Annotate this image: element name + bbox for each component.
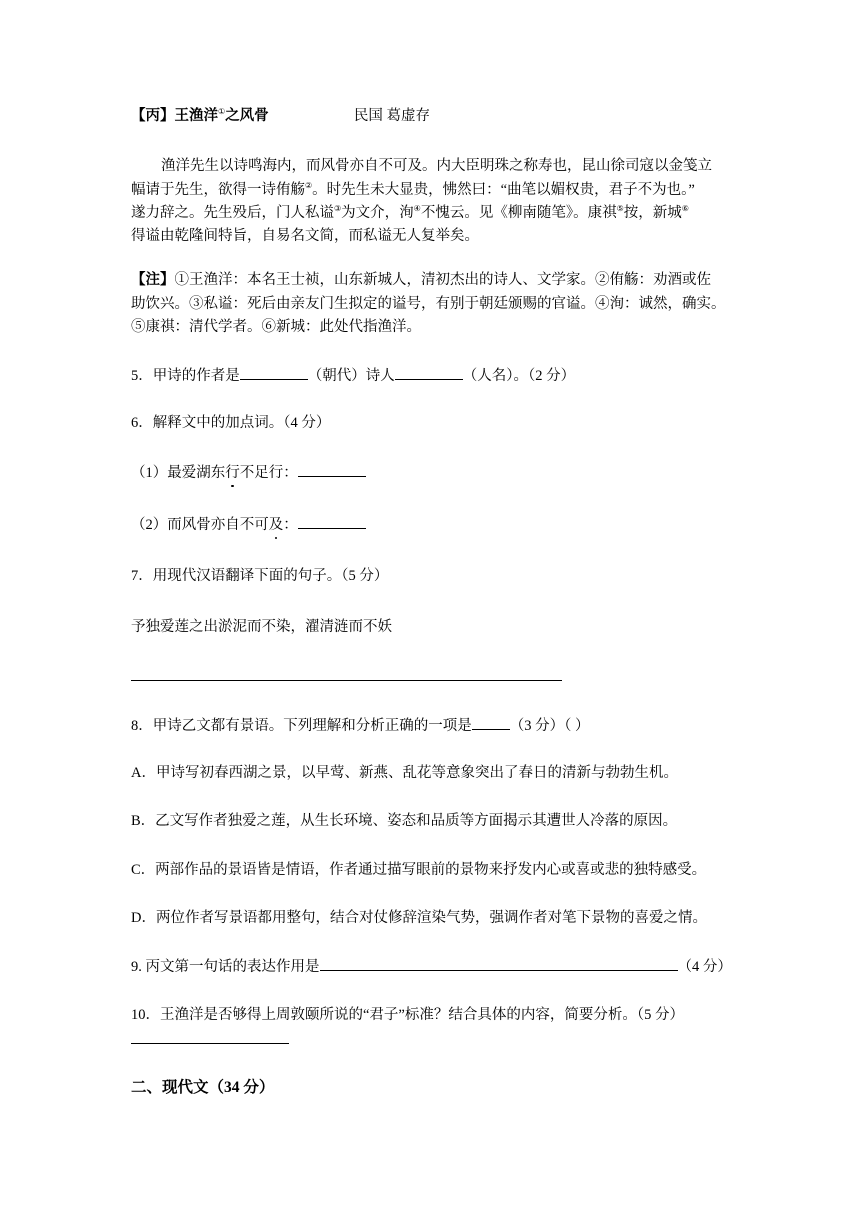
question-5: 5．甲诗的作者是 （朝代）诗人 （人名）。（2 分） — [131, 365, 575, 386]
option-b[interactable]: B．乙文写作者独爱之莲，从生长环境、姿态和品质等方面揭示其遭世人冷落的原因。 — [131, 813, 678, 829]
passage-line-4: 得谥由乾隆间特旨，自易名文简，而私谥无人复举矣。 — [131, 228, 479, 244]
dotted-word-xing: 行 — [225, 465, 240, 481]
answer-blank-dynasty[interactable] — [240, 365, 308, 380]
question-9: 9. 丙文第一句话的表达作用是 （4 分） — [131, 956, 732, 977]
passage-line-2: 幅请于先生，欲得一诗侑觞②。时先生未大显贵，怫然曰：“曲笔以媚权贵，君子不为也。” — [131, 181, 695, 198]
question-6-item-2: （2）而风骨亦自不可及： — [131, 514, 366, 535]
answer-line-10[interactable] — [131, 1043, 289, 1044]
heading-title-suffix: 之风骨 — [225, 108, 269, 124]
option-d[interactable]: D．两位作者写景语都用整句，结合对仗修辞渲染气势，强调作者对笔下景物的喜爱之情。 — [131, 910, 707, 926]
question-7: 7．用现代汉语翻译下面的句子。（5 分） — [131, 568, 389, 584]
option-a[interactable]: A．甲诗写初春西湖之景，以早莺、新燕、乱花等意象突出了春日的清新与勃勃生机。 — [131, 765, 678, 781]
notes-line-3: ⑤康祺：清代学者。⑥新城：此处代指渔洋。 — [131, 319, 421, 335]
notes-line-1: 【注】①王渔洋：本名王士祯，山东新城人，清初杰出的诗人、文学家。②侑觞：劝酒或佐 — [131, 272, 711, 288]
question-8: 8．甲诗乙文都有景语。下列理解和分析正确的一项是 （3 分）（ ） — [131, 715, 590, 736]
passage-heading — [131, 106, 430, 126]
question-10: 10．王渔洋是否够得上周敦颐所说的“君子”标准？结合具体的内容，简要分析。（5 分） — [131, 1007, 684, 1023]
notes-line-2: 助饮兴。③私谥：死后由亲友门生拟定的谥号，有别于朝廷颁赐的官谥。④洵：诚然，确实。 — [131, 296, 726, 312]
answer-blank-poet[interactable] — [395, 365, 463, 380]
passage-line-3: 遂力辞之。先生殁后，门人私谥③为文介，洵④不愧云。见《柳南随笔》。康祺⑤按，新城⑥ — [131, 204, 689, 221]
option-c[interactable]: C．两部作品的景语皆是情语，作者通过描写眼前的景物来抒发内心或喜或悲的独特感受。 — [131, 862, 707, 878]
question-6: 6．解释文中的加点词。（4 分） — [131, 415, 331, 431]
notes-label: 【注】 — [131, 272, 175, 288]
question-6-item-1: （1）最爱湖东行不足行： — [131, 462, 366, 483]
answer-blank-6-2[interactable] — [298, 514, 366, 529]
answer-blank-9[interactable] — [320, 956, 678, 971]
question-7-sentence: 予独爱莲之出淤泥而不染，濯清涟而不妖 — [131, 619, 392, 635]
section-2-title: 二、现代文（34 分） — [131, 1079, 275, 1096]
answer-line-7[interactable] — [131, 680, 562, 681]
answer-blank-6-1[interactable] — [298, 462, 366, 477]
heading-title-prefix: 【丙】王渔洋 — [131, 108, 218, 124]
passage-line-1: 渔洋先生以诗鸣海内，而风骨亦自不可及。内大臣明珠之称寿也，昆山徐司寇以金笺立 — [161, 158, 712, 174]
heading-byline: 民国 葛虚存 — [353, 108, 431, 124]
heading-note-mark: ① — [218, 107, 226, 117]
answer-blank-8[interactable] — [472, 715, 510, 730]
dotted-word-ji: 及 — [268, 517, 284, 533]
